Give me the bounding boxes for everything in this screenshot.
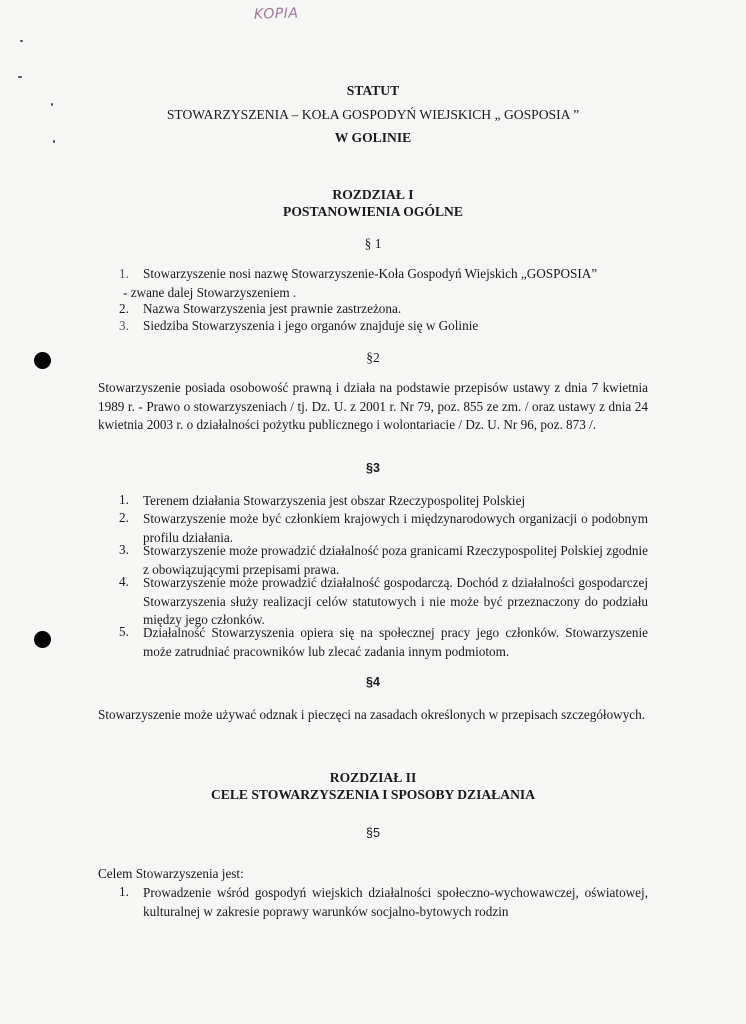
list-item-continuation: - zwane dalej Stowarzyszeniem . <box>123 285 297 300</box>
list-item-number: 1. <box>119 266 129 281</box>
scan-speck <box>51 103 53 106</box>
kopia-stamp: KOPIA <box>253 5 299 23</box>
list-item-number: 3. <box>119 542 129 557</box>
list-item-number: 2. <box>119 510 129 525</box>
section-2-paragraph: Stowarzyszenie posiada osobowość prawną i działa na podstawie przepisów ustawy z dnia 7 kwietnia 1989 r. - Prawo o stowarzyszeniach / tj. Dz. U. z 2001 r. Nr 79, poz. 855 ze zm. / oraz ustawy z dnia 24 kwietnia 2003 r. o działalności pożytku publicznego i wolontariacie / Dz. U. Nr 96, poz. 873 /. <box>98 380 648 433</box>
chapter-2-title: ROZDZIAŁ II <box>329 770 417 785</box>
scan-speck <box>18 76 22 78</box>
list-item-number: 5. <box>119 624 129 639</box>
list-item-number: 4. <box>119 574 129 589</box>
chapter-1-subtitle: POSTANOWIENIA OGÓLNE <box>283 204 463 219</box>
list-item-text: Stowarzyszenie nosi nazwę Stowarzyszenie-Koła Gospodyń Wiejskich „GOSPOSIA” <box>143 266 598 281</box>
section-4-symbol: §4 <box>366 675 380 689</box>
section-2-symbol: §2 <box>366 350 380 365</box>
association-name-text: STOWARZYSZENIA – KOŁA GOSPODYŃ WIEJSKICH „ GOSPOSIA ” <box>166 107 580 122</box>
list-item-number: 1. <box>119 884 129 899</box>
punch-hole-bottom <box>34 631 51 648</box>
list-item-number: 2. <box>119 301 129 316</box>
section-5-symbol: §5 <box>366 826 380 840</box>
list-item-text: Stowarzyszenie może prowadzić działalność gospodarczą. Dochód z działalności gospodarczej Stowarzyszenia służy realizacji celów statutowych i nie może być przeznaczony do podziału między jego członków. <box>143 575 648 628</box>
association-location: W GOLINIE <box>334 130 412 145</box>
chapter-1-title: ROZDZIAŁ I <box>332 187 414 202</box>
list-item-text: Terenem działania Stowarzyszenia jest obszar Rzeczypospolitej Polskiej <box>143 493 526 508</box>
statut-heading: STATUT <box>346 83 400 98</box>
list-item-text: Stowarzyszenie może prowadzić działalność poza granicami Rzeczypospolitej Polskiej zgodnie z obowiązującymi przepisami prawa. <box>143 543 648 577</box>
list-item-number: 1. <box>119 492 129 507</box>
list-item-text: Prowadzenie wśród gospodyń wiejskich działalności społeczno-wychowawczej, oświatowej, kulturalnej w zakresie poprawy warunków socjalno-bytowych rodzin <box>143 885 648 919</box>
list-item-text: Nazwa Stowarzyszenia jest prawnie zastrzeżona. <box>143 301 402 316</box>
section-4-paragraph: Stowarzyszenie może używać odznak i pieczęci na zasadach określonych w przepisach szczegółowych. <box>98 707 646 722</box>
section-1-symbol: § 1 <box>364 236 382 251</box>
chapter-2-subtitle: CELE STOWARZYSZENIA I SPOSOBY DZIAŁANIA <box>210 787 536 802</box>
list-item-number: 3. <box>119 318 129 333</box>
list-item-text: Działalność Stowarzyszenia opiera się na społecznej pracy jego członków. Stowarzyszenie może zatrudniać pracowników lub zlecać zadania innym podmiotom. <box>143 625 648 659</box>
scan-speck <box>20 40 23 42</box>
association-name <box>0 107 746 123</box>
section-3-symbol: §3 <box>366 461 380 475</box>
section-5-intro: Celem Stowarzyszenia jest: <box>98 866 244 881</box>
list-item-text: Stowarzyszenie może być członkiem krajowych i międzynarodowych organizacji o podobnym profilu działania. <box>143 511 648 545</box>
list-item-text: Siedziba Stowarzyszenia i jego organów znajduje się w Golinie <box>143 318 479 333</box>
